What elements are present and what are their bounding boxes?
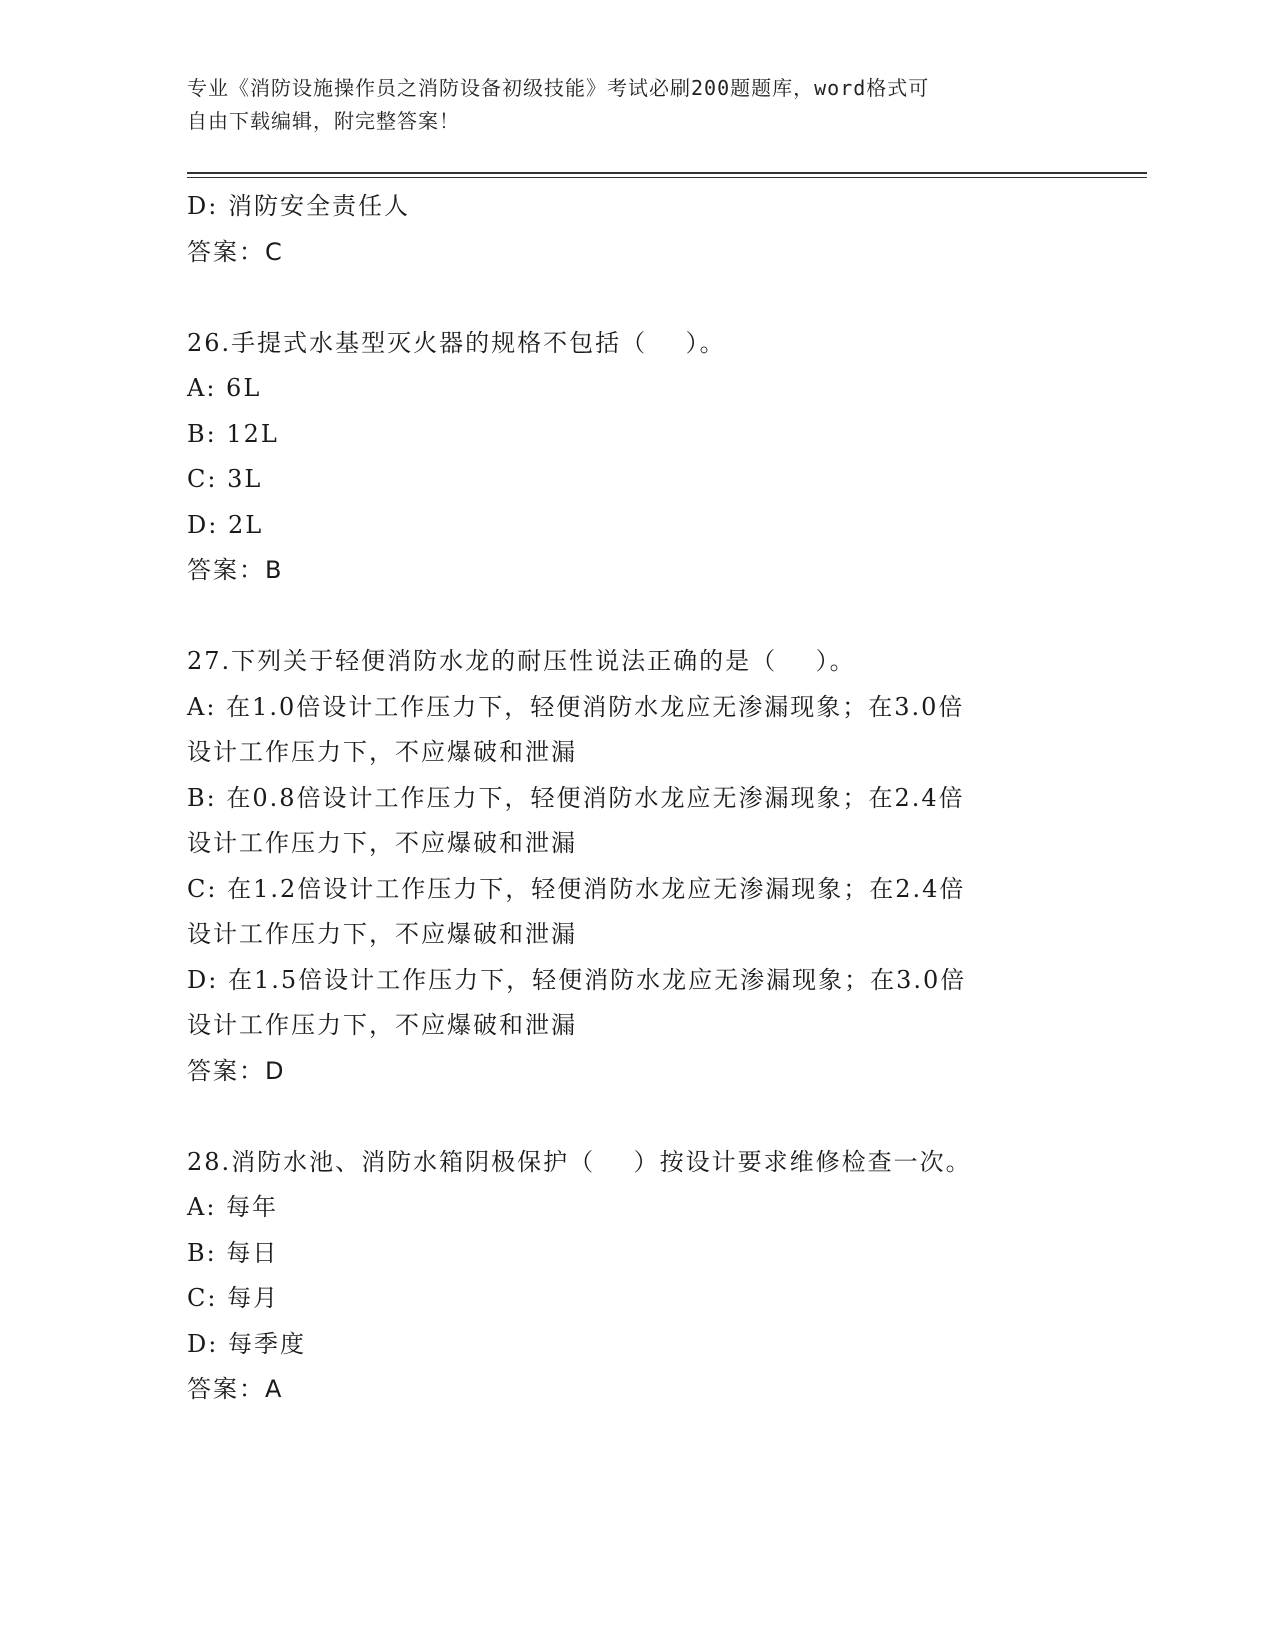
- option-d-line-2: 设计工作压力下，不应爆破和泄漏: [187, 1011, 577, 1039]
- header-line-2: 自由下载编辑，附完整答案！: [187, 109, 460, 133]
- question-stem: 28.消防水池、消防水箱阴极保护（ ）按设计要求维修检查一次。: [187, 1147, 972, 1176]
- answer-line: 答案：C: [187, 237, 284, 266]
- header-divider: [187, 172, 1147, 178]
- question-26: [187, 321, 1147, 594]
- option-b-line-2: 设计工作压力下，不应爆破和泄漏: [187, 829, 577, 857]
- option-c: C: 每月: [187, 1284, 280, 1312]
- option-a-line-1: A: 在1.0倍设计工作压力下，轻便消防水龙应无渗漏现象；在3.0倍: [187, 692, 965, 721]
- option-d: D: 每季度: [187, 1329, 306, 1358]
- question-stem: 26.手提式水基型灭火器的规格不包括（ ）。: [187, 328, 726, 357]
- document-header: [187, 72, 1067, 138]
- question-28: [187, 1140, 1147, 1413]
- answer-line: 答案：D: [187, 1056, 286, 1085]
- document-page: [187, 72, 1147, 1413]
- option-d: D: 2L: [187, 510, 264, 539]
- option-c-line-2: 设计工作压力下，不应爆破和泄漏: [187, 920, 577, 948]
- question-27: [187, 639, 1147, 1094]
- option-b-line-1: B: 在0.8倍设计工作压力下，轻便消防水龙应无渗漏现象；在2.4倍: [187, 783, 965, 812]
- option-d: D: 消防安全责任人: [187, 192, 410, 220]
- question-list: [187, 184, 1147, 1413]
- header-line-1: 专业《消防设施操作员之消防设备初级技能》考试必刷200题题库，word格式可: [187, 76, 930, 100]
- option-a: A: 6L: [187, 374, 262, 402]
- option-b: B: 每日: [187, 1238, 279, 1267]
- option-c: C: 3L: [187, 465, 263, 493]
- answer-line: 答案：B: [187, 556, 284, 584]
- option-b: B: 12L: [187, 419, 279, 448]
- option-a: A: 每年: [187, 1193, 279, 1221]
- question-stem: 27.下列关于轻便消防水龙的耐压性说法正确的是（ ）。: [187, 647, 856, 675]
- option-c-line-1: C: 在1.2倍设计工作压力下，轻便消防水龙应无渗漏现象；在2.4倍: [187, 874, 966, 903]
- option-a-line-2: 设计工作压力下，不应爆破和泄漏: [187, 738, 577, 766]
- option-d-line-1: D: 在1.5倍设计工作压力下，轻便消防水龙应无渗漏现象；在3.0倍: [187, 965, 967, 994]
- answer-line: 答案：A: [187, 1375, 284, 1403]
